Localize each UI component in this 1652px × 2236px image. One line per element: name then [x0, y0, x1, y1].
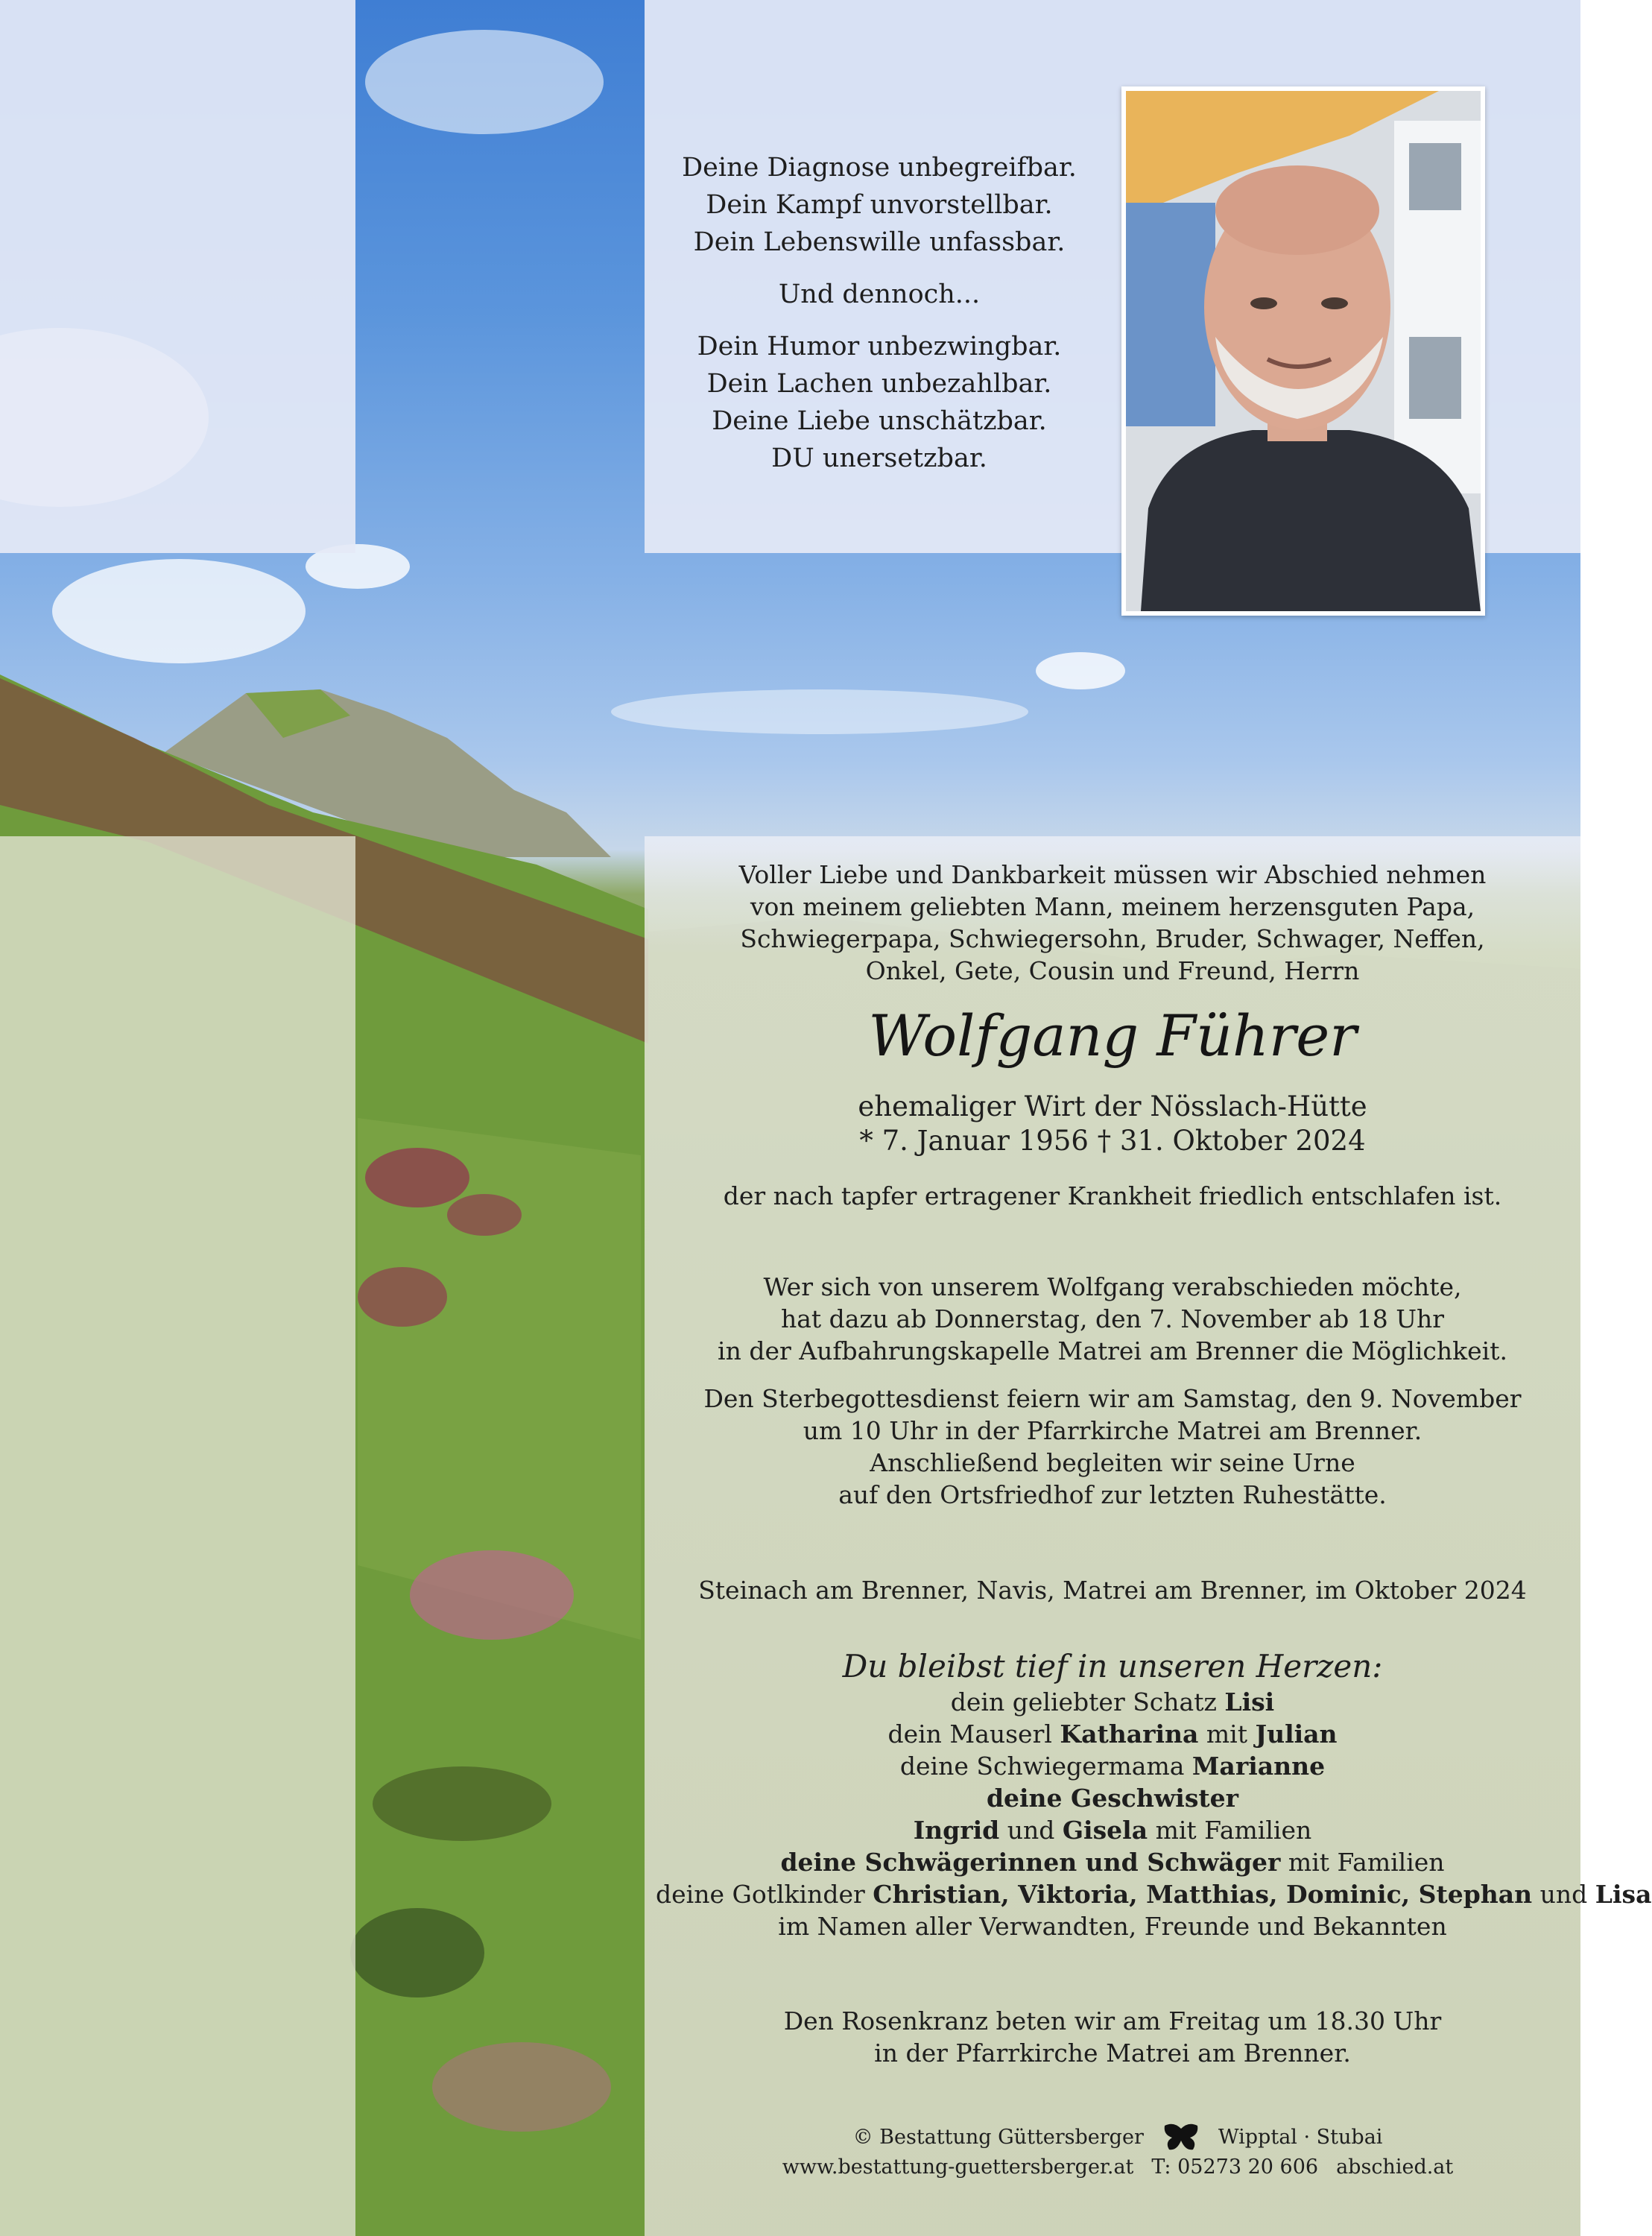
service-line: Anschließend begleiten wir seine Urne [870, 1448, 1355, 1477]
website-link-secondary[interactable]: abschied.at [1336, 2156, 1454, 2179]
family-text: deine Gotlkinder [656, 1880, 873, 1909]
deceased-name: Wolfgang Führer [868, 1002, 1357, 1069]
family-name-bold: Marianne [1191, 1752, 1326, 1781]
family-name-bold: Lisa [1595, 1880, 1652, 1909]
family-text: dein Mauserl [887, 1719, 1060, 1749]
deceased-info [656, 1090, 1569, 1158]
farewell-line: Wer sich von unserem Wolfgang verabschieden möchte, [763, 1272, 1462, 1301]
farewell-line: in der Aufbahrungskapelle Matrei am Brenner die Möglichkeit. [718, 1336, 1507, 1365]
family-text: und [999, 1816, 1063, 1845]
poem-line: Dein Lebenswille unfassbar. [693, 227, 1066, 257]
family-name-bold: deine Schwägerinnen und Schwäger [780, 1848, 1281, 1877]
family-list [656, 1686, 1652, 1942]
family-name-bold: Julian [1255, 1719, 1338, 1749]
cross-panel-bottom-left [0, 836, 355, 2236]
family-text: mit [1198, 1719, 1256, 1749]
poem-stanza-1 [656, 149, 1103, 261]
family-text: mit Familien [1280, 1848, 1445, 1877]
family-name-bold: Lisi [1224, 1687, 1275, 1717]
poem-line: Dein Kampf unvorstellbar. [706, 190, 1053, 220]
portrait-illustration [1126, 91, 1481, 611]
poem-line: DU unersetzbar. [771, 443, 987, 473]
family-member-line [656, 1750, 1569, 1782]
poem-line: Dein Lachen unbezahlbar. [706, 369, 1052, 399]
place-and-date: Steinach am Brenner, Navis, Matrei am Brenner, im Oktober 2024 [698, 1576, 1527, 1605]
family-name-bold: Ingrid [913, 1816, 1000, 1845]
family-text: dein geliebter Schatz [950, 1687, 1225, 1717]
family-member-line [656, 1846, 1569, 1878]
intro-text [656, 859, 1569, 987]
poem-stanza-2 [656, 276, 1103, 313]
family-text: und [1532, 1880, 1595, 1909]
farewell-text [656, 1271, 1569, 1367]
family-text: im Namen aller Verwandten, Freunde und Bekannten [778, 1912, 1447, 1941]
funeral-service-text [656, 1383, 1569, 1511]
family-member-line [656, 1686, 1569, 1718]
family-member-line [656, 1782, 1569, 1814]
service-line: Den Sterbegottesdienst feiern wir am Samstag, den 9. November [703, 1384, 1522, 1413]
family-name-bold: deine Geschwister [986, 1784, 1239, 1813]
family-member-line [656, 1910, 1569, 1942]
funeral-home-footer [782, 2123, 1454, 2182]
service-line: auf den Ortsfriedhof zur letzten Ruhestätte. [838, 1480, 1387, 1509]
family-member-line [656, 1878, 1652, 1910]
butterfly-icon [1162, 2123, 1200, 2153]
deceased-title: ehemaliger Wirt der Nösslach-Hütte [858, 1090, 1367, 1122]
farewell-line: hat dazu ab Donnerstag, den 7. November ab 18 Uhr [780, 1304, 1445, 1333]
poem-line: Deine Liebe unschätzbar. [712, 406, 1047, 436]
life-dates: * 7. Januar 1956 † 31. Oktober 2024 [859, 1125, 1366, 1157]
intro-line: Onkel, Gete, Cousin und Freund, Herrn [865, 956, 1360, 985]
poem-line: Dein Humor unbezwingbar. [697, 332, 1062, 361]
poem-stanza-3 [656, 328, 1103, 477]
intro-line: Schwiegerpapa, Schwiegersohn, Bruder, Schwager, Neffen, [740, 924, 1485, 953]
phone-number[interactable]: T: 05273 20 606 [1151, 2156, 1319, 2179]
website-link[interactable]: www.bestattung-guettersberger.at [782, 2156, 1134, 2179]
memorial-poem [656, 149, 1103, 492]
family-member-line [656, 1814, 1569, 1846]
family-text: deine Schwiegermama [899, 1752, 1192, 1781]
rosary-line: Den Rosenkranz beten wir am Freitag um 18.30 Uhr [783, 2006, 1442, 2036]
service-region: Wipptal · Stubai [1218, 2126, 1383, 2149]
rosary-line: in der Pfarrkirche Matrei am Brenner. [874, 2038, 1351, 2068]
intro-line: von meinem geliebten Mann, meinem herzensguten Papa, [750, 892, 1475, 921]
family-section [656, 1647, 1652, 1942]
family-heading: Du bleibst tief in unseren Herzen: [842, 1648, 1383, 1684]
poem-line: Und dennoch... [778, 280, 981, 309]
portrait-photo [1121, 86, 1485, 616]
death-note: der nach tapfer ertragener Krankheit friedlich entschlafen ist. [723, 1181, 1502, 1210]
rosary-text [656, 2005, 1569, 2069]
family-name-bold: Gisela [1062, 1816, 1148, 1845]
poem-line: Deine Diagnose unbegreifbar. [682, 153, 1077, 183]
intro-line: Voller Liebe und Dankbarkeit müssen wir Abschied nehmen [738, 860, 1487, 889]
cross-panel-top-left [0, 0, 355, 553]
family-name-bold: Katharina [1060, 1719, 1199, 1749]
service-line: um 10 Uhr in der Pfarrkirche Matrei am Brenner. [803, 1416, 1422, 1445]
family-name-bold: Christian, Viktoria, Matthias, Dominic, Stephan [873, 1880, 1533, 1909]
family-text: mit Familien [1148, 1816, 1312, 1845]
company-name: © Bestattung Güttersberger [852, 2126, 1144, 2149]
family-member-line [656, 1718, 1569, 1750]
